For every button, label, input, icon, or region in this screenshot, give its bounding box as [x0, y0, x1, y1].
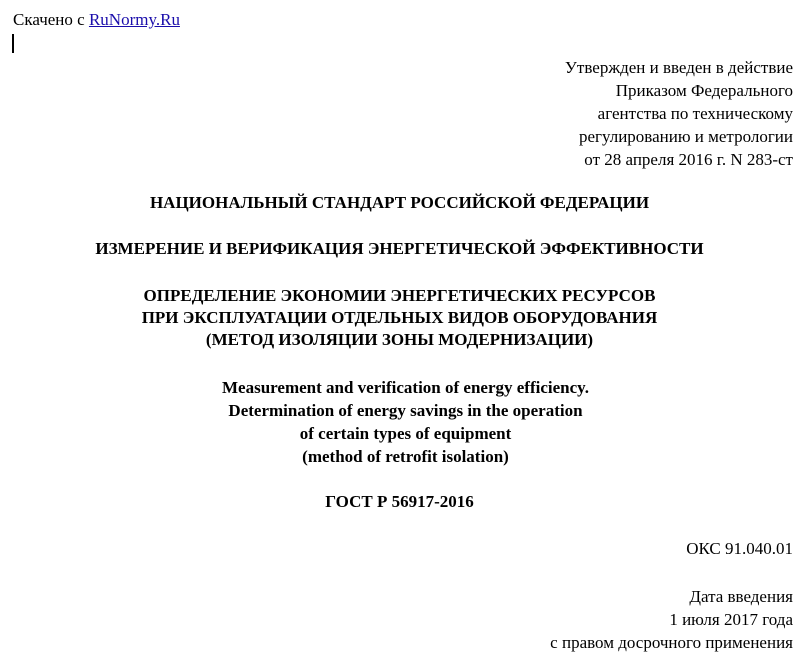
approval-line: регулированию и метрологии — [578, 127, 793, 146]
oks-code: ОКС 91.040.01 — [686, 539, 793, 558]
approval-line: Утвержден и введен в действие — [564, 58, 793, 77]
subtitle-line: ПРИ ЭКСПЛУАТАЦИИ ОТДЕЛЬНЫХ ВИДОВ ОБОРУДОВАНИЯ — [141, 308, 658, 327]
subtitle-line: (МЕТОД ИЗОЛЯЦИИ ЗОНЫ МОДЕРНИЗАЦИИ) — [205, 330, 594, 349]
introduction-line: Дата введения — [689, 587, 793, 606]
english-title-line: Measurement and verification of energy efficiency. — [222, 378, 589, 397]
standard-code: ГОСТ Р 56917-2016 — [325, 492, 474, 511]
approval-line: агентства по техническому — [597, 104, 793, 123]
download-prefix: Скачено с — [13, 10, 85, 29]
subtitle-line: ОПРЕДЕЛЕНИЕ ЭКОНОМИИ ЭНЕРГЕТИЧЕСКИХ РЕСУРСОВ — [143, 286, 656, 305]
approval-line: от 28 апреля 2016 г. N 283-ст — [584, 150, 793, 169]
runormy-link[interactable]: RuNormy.Ru — [88, 10, 180, 29]
subtitle-block — [0, 285, 799, 351]
english-title-line: of certain types of equipment — [299, 424, 512, 443]
download-source-line — [13, 9, 180, 31]
introduction-line: 1 июля 2017 года — [669, 610, 793, 629]
introduction-line: с правом досрочного применения — [550, 633, 793, 652]
text-cursor — [12, 34, 14, 53]
approval-block — [565, 56, 793, 171]
national-standard-heading: НАЦИОНАЛЬНЫЙ СТАНДАРТ РОССИЙСКОЙ ФЕДЕРАЦИИ — [149, 193, 650, 212]
english-title-block — [6, 376, 799, 468]
english-title-line: Determination of energy savings in the operation — [228, 401, 583, 420]
main-title: ИЗМЕРЕНИЕ И ВЕРИФИКАЦИЯ ЭНЕРГЕТИЧЕСКОЙ ЭФФЕКТИВНОСТИ — [95, 239, 704, 258]
introduction-date-block — [550, 585, 793, 654]
approval-line: Приказом Федерального — [615, 81, 793, 100]
english-title-line: (method of retrofit isolation) — [302, 447, 509, 466]
